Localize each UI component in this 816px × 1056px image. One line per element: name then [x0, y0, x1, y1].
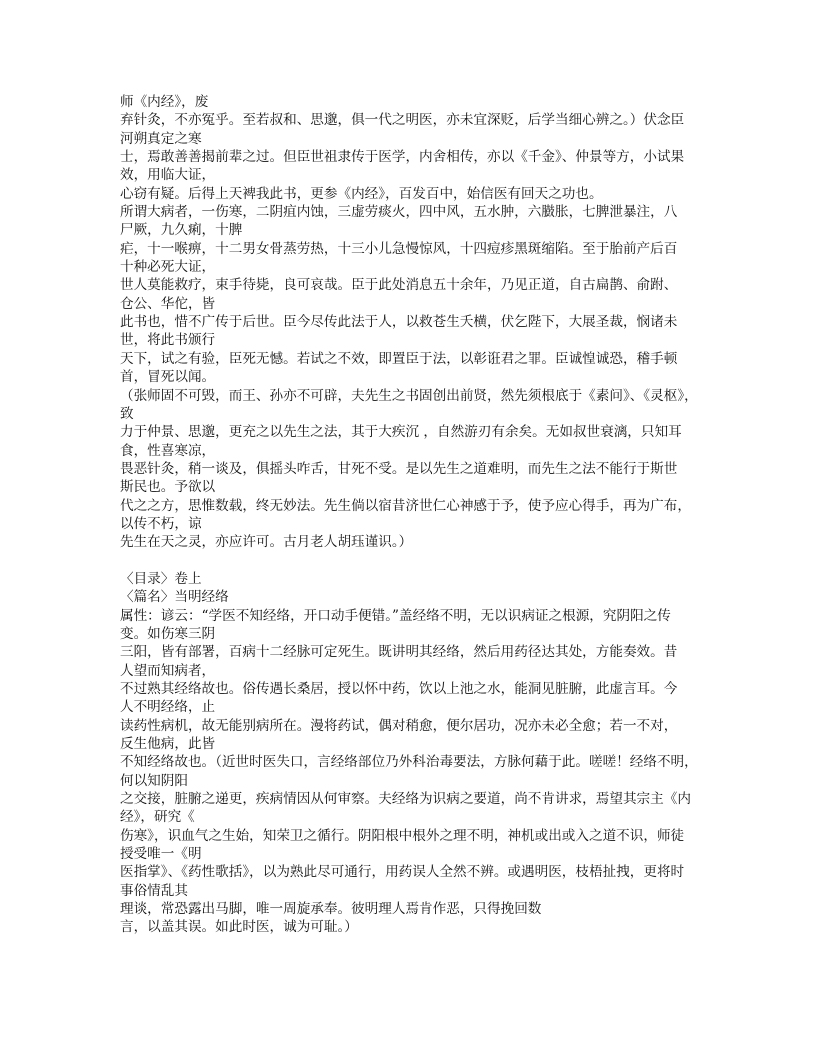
preface-text-line: 效，用临大证，: [120, 167, 216, 184]
preface-text-line: 畏恶针灸，稍一谈及，俱摇头咋舌，甘死不受。是以先生之道难明，而先生之法不能行于斯世: [120, 460, 678, 477]
preface-text-line: 代之之方，思惟数载，终无妙法。先生倘以宿昔济世仁心神感于予，使予应心得手，再为广布，: [120, 497, 691, 514]
preface-text-line: 心窃有疑。后得上天裨我此书，更参《内经》，百发百中，始信医有回天之功也。: [120, 185, 603, 202]
document-body: [120, 93, 720, 937]
preface-text-line: 此书也，惜不广传于后世。臣今尽传此法于人，以救苍生夭横，伏乞陛下，大展圣裁，悯诸未: [120, 314, 678, 331]
chapter-text-line: 医指掌》、《药性歌括》，以为熟此尽可通行，用药误人全然不辨。或遇明医，枝梧扯拽，更将时: [120, 864, 685, 881]
chapter-text-line: 反生他病，此皆: [120, 736, 216, 753]
preface-text-line: 斯民也。予欲以: [120, 479, 216, 496]
preface-text-line: 食，性喜寒凉，: [120, 442, 216, 459]
preface-text-line: 弃针灸，不亦冤乎。至若叔和、思邈，俱一代之明医，亦未宜深贬，后学当细心辨之。）伏念臣: [120, 112, 685, 129]
preface-text-line: （张师固不可毁，而王、孙亦不可辟，夫先生之书固创出前贤，然先须根底于《素问》、《灵枢》，: [120, 387, 698, 404]
chapter-text-line: 理谈，常恐露出马脚，唯一周旋承奉。彼明理人焉肯作恶，只得挽回数: [120, 901, 542, 918]
chapter-text-line: 人不明经络，止: [120, 699, 216, 716]
preface-text-line: 世，将此书颁行: [120, 332, 216, 349]
chapter-text-line: 言，以盖其误。如此时医，诚为可耻。）: [120, 919, 358, 936]
chapter-text-line: 事俗情乱其: [120, 882, 188, 899]
preface-text-line: 师《内经》，废: [120, 94, 209, 110]
chapter-text-line: 〈目录〉卷上: [120, 570, 202, 587]
preface-text-line: 力于仲景、思邈，更充之以先生之法，其于大疾沉 ，自然游刃有余矣。无如叔世衰漓，只知耳: [120, 424, 682, 441]
chapter-text-line: 不过熟其经络故也。俗传遇长桑居，授以怀中药，饮以上池之水，能洞见脏腑，此虚言耳。今: [120, 681, 678, 697]
preface-text-line: 仓公、华佗，皆: [120, 295, 216, 312]
preface-text-line: 世人莫能救疗，束手待毙，良可哀哉。臣于此处消息五十余年，乃见正道，自古扁鹊、俞跗、: [120, 277, 678, 294]
chapter-section: [120, 570, 720, 937]
preface-section: [120, 93, 720, 552]
chapter-text-line: 不知经络故也。（近世时医失口，言经络部位乃外科治毒要法，方脉何藉于此。嗟嗟！经络不明，: [120, 754, 698, 771]
chapter-text-line: 人望而知病者，: [120, 662, 216, 679]
preface-text-line: 疟，十一喉痹，十二男女骨蒸劳热，十三小儿急慢惊风，十四痘疹黑斑缩陷。至于胎前产后百: [120, 240, 678, 257]
preface-text-line: 致: [120, 405, 134, 422]
chapter-text-line: 三阳，皆有部署，百病十二经脉可定死生。既讲明其经络，然后用药径达其处，方能奏效。昔: [120, 644, 678, 661]
chapter-text-line: 伤寒》，识血气之生始，知荣卫之循行。阴阳根中根外之理不明，神机或出或入之道不识，师徒: [120, 827, 685, 844]
preface-text-line: 十种必死大证，: [120, 259, 216, 276]
chapter-text-line: 变。如伤寒三阴: [120, 625, 216, 642]
preface-text-line: 以传不朽，谅: [120, 515, 202, 532]
preface-text-line: 士，焉敢善善揭前辈之过。但臣世祖隶传于医学，内舍相传，亦以《千金》、仲景等方，小试果: [120, 149, 685, 166]
chapter-text-line: 授受唯一《明: [120, 846, 202, 863]
preface-text-line: 首，冒死以闻。: [120, 369, 216, 386]
chapter-text-line: 何以知阴阳: [120, 772, 188, 789]
chapter-text-line: 经》，研究《: [120, 809, 195, 826]
chapter-text-line: 读药性病机，故无能别病所在。漫将药试，偶对稍愈，便尔居功，况亦未必全愈；若一不对，: [120, 717, 678, 734]
chapter-text-line: 之交接，脏腑之递更，疾病情因从何审察。夫经络为识病之要道，尚不肯讲求，焉望其宗主《内: [120, 791, 691, 808]
chapter-text-line: 〈篇名〉当明经络: [120, 589, 229, 606]
preface-text-line: 尸厥，九久痢，十脾: [120, 222, 243, 239]
preface-text-line: 先生在天之灵，亦应许可。古月老人胡珏谨识。）: [120, 534, 413, 551]
blank-line: [120, 552, 720, 570]
preface-text-line: 天下，试之有验，臣死无憾。若试之不效，即置臣于法，以彰诳君之罪。臣诚惶诚恐，稽手顿: [120, 350, 678, 367]
preface-text-line: 河朔真定之寒: [120, 130, 202, 147]
preface-text-line: 所谓大病者，一伤寒，二阴疽内蚀，三虚劳痰火，四中风，五水肿，六臌胀，七脾泄暴注，八: [120, 204, 678, 221]
chapter-text-line: 属性：谚云：“学医不知经络，开口动手便错。”盖经络不明，无以识病证之根源，究阴阳之传: [120, 607, 671, 624]
